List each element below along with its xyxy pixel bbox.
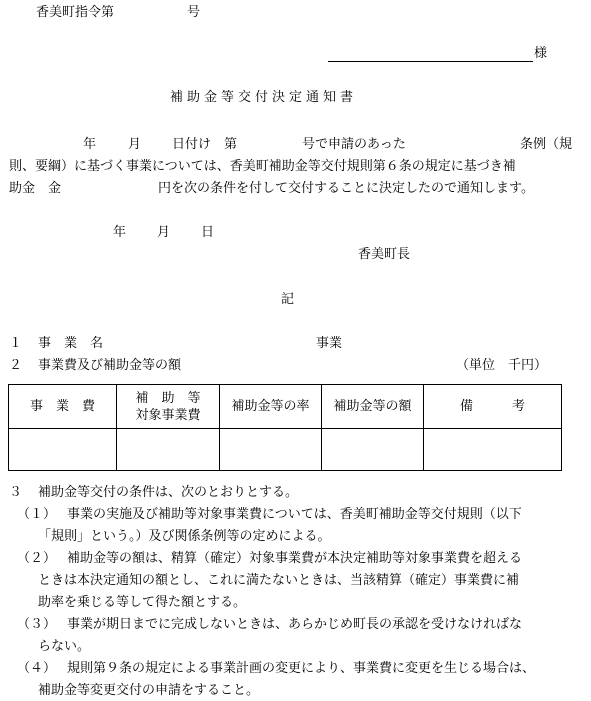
body-number: 号で申請のあった xyxy=(302,137,406,152)
body-line-3b: 円を次の条件を付して交付することに決定したので通知します。 xyxy=(158,181,534,196)
cell-subsidy-amount xyxy=(322,429,424,471)
issuer-name: 香美町長 xyxy=(358,247,411,262)
header-project-cost: 事 業 費 xyxy=(9,385,117,429)
addressee-line xyxy=(328,61,533,62)
body-ordinance: 条例（規 xyxy=(520,137,573,152)
header-eligible-cost xyxy=(117,385,220,429)
header-eligible-cost-line1: 補 助 等 xyxy=(135,390,201,406)
cell-project-cost xyxy=(9,429,117,471)
body-month: 月 xyxy=(128,137,142,152)
condition-4-number: （４） xyxy=(17,661,57,676)
cell-eligible-cost xyxy=(117,429,220,471)
condition-2-line1: 補助金等の額は、精算（確定）対象事業費が本決定補助等対象事業費を超える xyxy=(67,551,523,566)
header-remarks: 備 考 xyxy=(424,385,562,429)
condition-3-line1: 事業が期日までに完成しないときは、あらかじめ町長の承認を受けなければな xyxy=(67,617,523,632)
condition-1-number: （１） xyxy=(17,507,57,522)
ki-label: 記 xyxy=(281,292,295,307)
item1-label: 事 業 名 xyxy=(38,336,104,351)
table-row xyxy=(9,429,562,471)
item1-number: １ xyxy=(9,336,23,351)
item2-number: ２ xyxy=(9,358,23,373)
condition-4-line2: 補助金等変更交付の申請をすること。 xyxy=(38,683,260,698)
date-day: 日 xyxy=(201,225,215,240)
body-line-3a: 助金 金 xyxy=(9,181,62,196)
body-year: 年 xyxy=(83,137,97,152)
condition-1-line2: 「規則」という。）及び関係条例等の定めによる。 xyxy=(38,529,331,544)
condition-3-line2: らない。 xyxy=(38,639,91,654)
condition-4-line1: 規則第９条の規定による事業計画の変更により、事業費に変更を生じる場合は、 xyxy=(67,661,536,676)
date-year: 年 xyxy=(113,225,127,240)
body-date: 日付け 第 xyxy=(172,137,238,152)
cell-subsidy-rate xyxy=(220,429,322,471)
addressee-suffix: 様 xyxy=(534,46,548,61)
header-subsidy-amount: 補助金等の額 xyxy=(322,385,424,429)
doc-number-label: 香美町指令第 xyxy=(36,5,115,20)
item2-unit: （単位 千円） xyxy=(456,358,548,373)
condition-3-number: （３） xyxy=(17,617,57,632)
table-header-row xyxy=(9,385,562,429)
header-eligible-cost-line2: 対象事業費 xyxy=(135,407,201,423)
conditions-heading: 補助金等交付の条件は、次のとおりとする。 xyxy=(38,485,299,500)
body-line-2: 則、要綱）に基づく事業については、香美町補助金等交付規則第６条の規定に基づき補 xyxy=(9,159,516,174)
condition-2-number: （２） xyxy=(17,551,57,566)
condition-2-line2: ときは本決定通知の額とし、これに満たないときは、当該精算（確定）事業費に補 xyxy=(38,573,520,588)
document-title: 補助金等交付決定通知書 xyxy=(170,90,358,105)
condition-2-line3: 助率を乗じる等して得た額とする。 xyxy=(38,595,247,610)
amount-table xyxy=(8,384,562,471)
header-subsidy-rate: 補助金等の率 xyxy=(220,385,322,429)
condition-1-line1: 事業の実施及び補助等対象事業費については、香美町補助金等交付規則（以下 xyxy=(67,507,522,522)
conditions-number: ３ xyxy=(9,485,23,500)
cell-remarks xyxy=(424,429,562,471)
item1-value: 事業 xyxy=(316,336,343,351)
date-month: 月 xyxy=(157,225,171,240)
doc-number-suffix: 号 xyxy=(187,5,201,20)
item2-label: 事業費及び補助金等の額 xyxy=(38,358,182,373)
